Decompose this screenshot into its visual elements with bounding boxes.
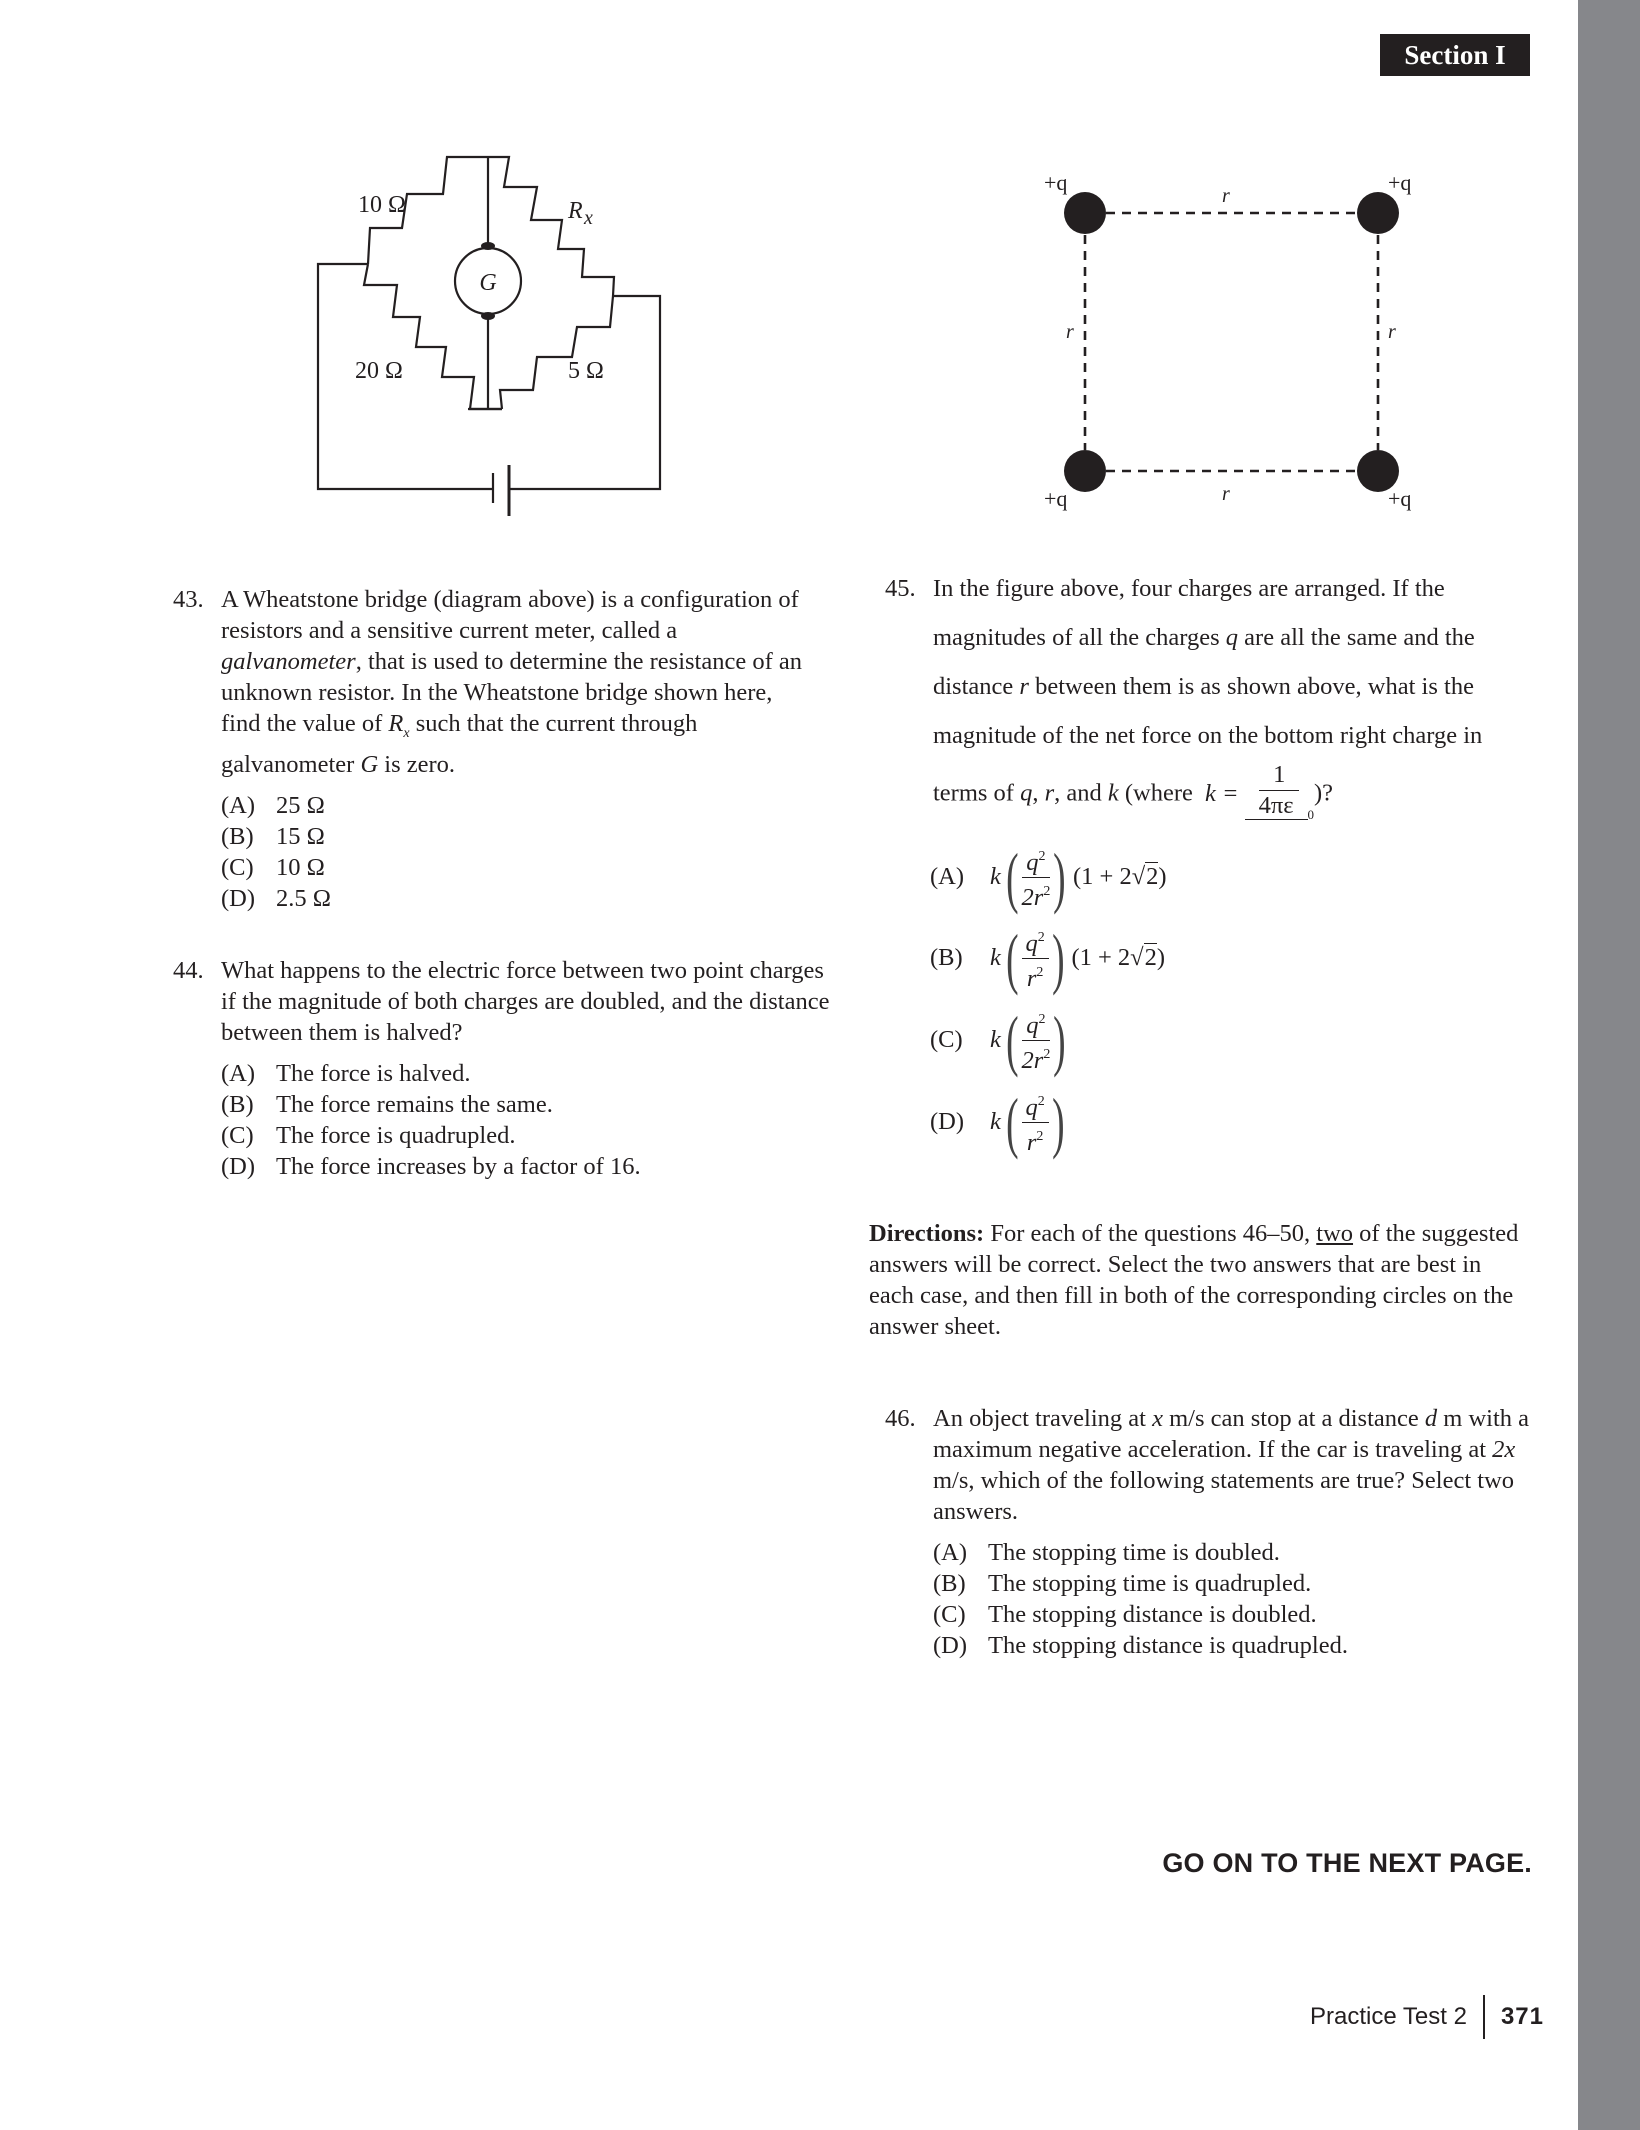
question-number: 46.: [885, 1405, 916, 1432]
footer-divider: [1483, 1995, 1485, 2039]
side-label: r: [1222, 185, 1230, 207]
side-label: r: [1066, 321, 1074, 343]
answer-choice[interactable]: (D) The stopping distance is quadrupled.: [933, 1632, 1348, 1659]
charge-top-left: [1064, 192, 1106, 234]
four-charges-diagram: [1030, 160, 1450, 520]
charge-label: +q: [1388, 486, 1412, 511]
galvanometer-label: G: [479, 270, 497, 296]
page-edge-tab: [1578, 0, 1640, 2130]
resistor-5-ohm: [500, 296, 613, 409]
question-43: [173, 584, 813, 914]
answer-choices: [221, 1058, 833, 1182]
page-number: 371: [1500, 2003, 1544, 2030]
question-text: In the figure above, four charges are arranged. If the magnitudes of all the charges q are all the same and the distance r between them is as shown above, what is the magnitude of the net force on the bottom right charge in terms of q, r, and k (where k = $\frac{1}{4\pi\varepsilon _0}$ )?: [933, 564, 1535, 830]
charge-label: +q: [1044, 486, 1068, 511]
label-10-ohm: 10 Ω: [358, 192, 406, 218]
answer-choice[interactable]: (B) The force remains the same.: [221, 1091, 553, 1118]
directions-label: Directions:: [869, 1220, 985, 1247]
answer-choice[interactable]: (A) The stopping time is doubled.: [933, 1539, 1280, 1566]
answer-choice[interactable]: (D) k ( $\frac{q^2}{r^2}$ ): [930, 1084, 1065, 1160]
charge-label: +q: [1044, 170, 1068, 195]
answer-choice[interactable]: (A) The force is halved.: [221, 1060, 471, 1087]
section-badge: Section I: [1380, 34, 1530, 76]
question-45: [885, 564, 1535, 830]
k-definition-fraction: $\frac{1}{4\pi\varepsilon _0}$: [1245, 760, 1314, 830]
question-number: 45.: [885, 575, 916, 602]
charge-bottom-left: [1064, 450, 1106, 492]
answer-choice[interactable]: (C) The stopping distance is doubled.: [933, 1601, 1317, 1628]
side-label: r: [1222, 483, 1230, 505]
page-footer: [1310, 1995, 1544, 2039]
answer-choice[interactable]: (B) k ( $\frac{q^2}{r^2}$ ) (1 + 2 √2 ): [930, 920, 1166, 996]
answer-choice[interactable]: (C) The force is quadrupled.: [221, 1122, 516, 1149]
charge-label: +q: [1388, 170, 1412, 195]
answer-choice[interactable]: (D) The force increases by a factor of 16.: [221, 1153, 641, 1180]
question-text: A Wheatstone bridge (diagram above) is a configuration of resistors and a sensitive current meter, called a galvanometer, that is used to determine the resistance of an unknown resistor. In the Wheatstone bridge shown here, find the value of $R_x$ such that the current through galvanometer G is zero.: [221, 586, 803, 778]
answer-choice[interactable]: (D) 2.5 Ω: [221, 884, 331, 912]
label-5-ohm: 5 Ω: [568, 358, 604, 384]
answer-choice[interactable]: (A) k ( $\frac{q^2}{2r^2}$ ) (1 + 2 √2 ): [930, 839, 1167, 915]
question-46: [885, 1403, 1535, 1661]
answer-choices: [933, 1537, 1535, 1661]
answer-choice[interactable]: (C) 10 Ω: [221, 853, 325, 881]
question-44: [173, 955, 833, 1182]
question-text: What happens to the electric force between two point charges if the magnitude of both charges are doubled, and the distance between them is halved?: [221, 957, 830, 1046]
answer-choice[interactable]: (A) 25 Ω: [221, 791, 325, 819]
book-section-label: Practice Test 2: [1309, 2003, 1467, 2030]
answer-choice[interactable]: (B) The stopping time is quadrupled.: [933, 1570, 1312, 1597]
answer-choice[interactable]: (C) k ( $\frac{q^2}{2r^2}$ ): [930, 1002, 1066, 1078]
answer-choice[interactable]: (B) 15 Ω: [221, 822, 325, 850]
label-rx-subscript: x: [584, 207, 593, 229]
wheatstone-bridge-diagram: [300, 140, 680, 520]
label-20-ohm: 20 Ω: [355, 358, 403, 384]
go-on-next-page: GO ON TO THE NEXT PAGE.: [1162, 1848, 1532, 1878]
question-text: An object traveling at x m/s can stop at a distance d m with a maximum negative acceleration. If the car is traveling at 2x m/s, which of the following statements are true? Select two answers.: [933, 1405, 1530, 1525]
charge-top-right: [1357, 192, 1399, 234]
question-number: 43.: [173, 586, 204, 613]
directions-block: Directions: For each of the questions 46–50, two of the suggested answers will be correct. Select the two answers that are best in each case, and then fill in both of the corresponding circles on the answer sheet.: [869, 1220, 1519, 1340]
label-rx: R: [568, 198, 583, 224]
side-label: r: [1388, 321, 1396, 343]
question-number: 44.: [173, 957, 204, 984]
answer-choices: [221, 790, 813, 914]
